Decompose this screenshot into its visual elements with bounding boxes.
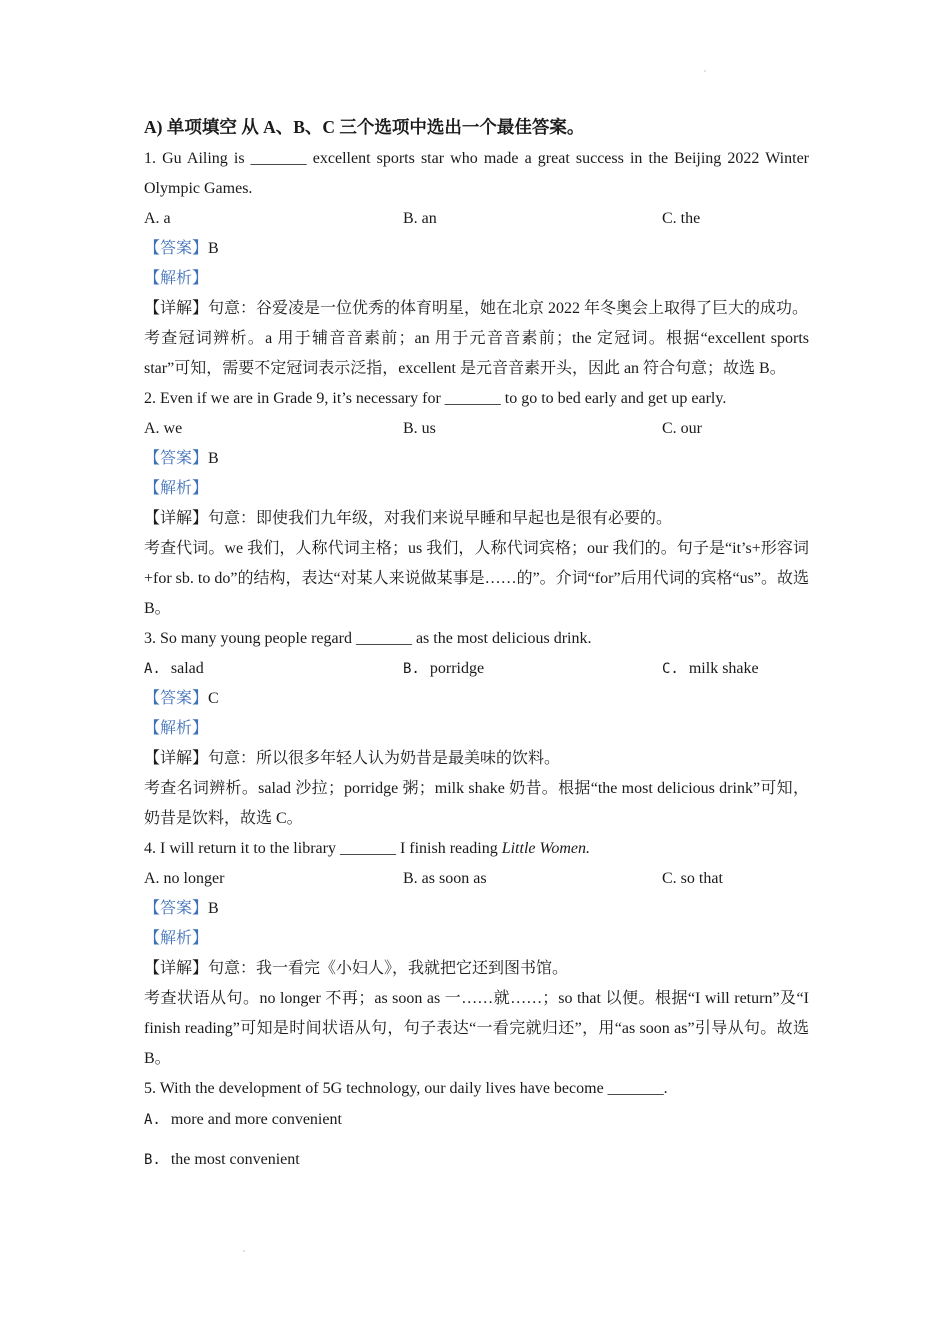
option-b: B. as soon as — [403, 870, 487, 887]
detail-label: 【详解】 — [144, 960, 209, 977]
analysis-label: 【解析】 — [144, 930, 209, 947]
exercise-content — [144, 112, 809, 1175]
detail-line — [144, 744, 809, 774]
option-letter: B. — [403, 661, 420, 677]
question-1 — [144, 144, 809, 384]
question-2 — [144, 384, 809, 624]
answer-line — [144, 894, 809, 924]
option-letter: C. — [662, 661, 679, 677]
option-a — [144, 654, 204, 684]
option-b — [144, 1145, 809, 1175]
detail-line — [144, 954, 809, 984]
option-a: A. we — [144, 420, 183, 437]
answer-value: C — [208, 690, 219, 707]
question-3 — [144, 624, 809, 834]
option-letter: A. — [144, 661, 161, 677]
option-b — [403, 654, 484, 684]
analysis-label: 【解析】 — [144, 270, 209, 287]
question-stem: 5. With the development of 5G technology, our daily lives have become _______. — [144, 1080, 668, 1097]
option-text: salad — [170, 660, 204, 677]
question-5 — [144, 1074, 809, 1175]
speck-mark — [243, 1250, 245, 1252]
option-text: milk shake — [688, 660, 759, 677]
detail-text: 句意：谷爱凌是一位优秀的体育明星，她在北京 2022 年冬奥会上取得了巨大的成功。 — [208, 300, 809, 317]
detail-label: 【详解】 — [144, 510, 209, 527]
answer-value: B — [208, 900, 219, 917]
option-text: more and more convenient — [170, 1111, 342, 1128]
answer-label: 【答案】 — [144, 690, 209, 707]
option-text: porridge — [429, 660, 485, 677]
options-row — [144, 654, 809, 684]
detail-line — [144, 294, 809, 324]
answer-label: 【答案】 — [144, 240, 209, 257]
book-title: Little Women. — [501, 840, 590, 857]
answer-line — [144, 234, 809, 264]
option-a: A. a — [144, 210, 171, 227]
option-a: A. no longer — [144, 870, 225, 887]
option-c: C. so that — [662, 870, 723, 887]
option-c: C. the — [662, 210, 701, 227]
option-text: the most convenient — [170, 1151, 300, 1168]
option-c — [662, 654, 759, 684]
question-stem — [144, 834, 809, 864]
option-b: B. us — [403, 420, 436, 437]
options-row — [144, 414, 809, 444]
explanation-text: 考查代词。we 我们，人称代词主格；us 我们，人称代词宾格；our 我们的。句子是“it’s+形容词+for sb. to do”的结构，表达“对某人来说做某事是……的”。介词“for”后用代词的宾格“us”。故选 B。 — [144, 540, 809, 617]
answer-line — [144, 684, 809, 714]
detail-line — [144, 504, 809, 534]
analysis-label: 【解析】 — [144, 720, 209, 737]
stem-text: 4. I will return it to the library _______ I finish reading — [144, 840, 502, 857]
explanation-text: 考查冠词辨析。a 用于辅音音素前；an 用于元音音素前；the 定冠词。根据“excellent sports star”可知，需要不定冠词表示泛指，excellent 是元音音素开头，因此 an 符合句意；故选 B。 — [144, 330, 809, 377]
option-letter: A. — [144, 1112, 161, 1128]
answer-value: B — [208, 450, 219, 467]
detail-text: 句意：我一看完《小妇人》，我就把它还到图书馆。 — [208, 960, 569, 977]
question-stem: 1. Gu Ailing is _______ excellent sports star who made a great success in the Beijing 2022 Winter Olympic Games. — [144, 150, 809, 197]
answer-value: B — [208, 240, 219, 257]
question-4 — [144, 834, 809, 1074]
options-row — [144, 864, 809, 894]
question-stem: 2. Even if we are in Grade 9, it’s necessary for _______ to go to bed early and get up early. — [144, 390, 727, 407]
answer-label: 【答案】 — [144, 900, 209, 917]
explanation-text: 考查名词辨析。salad 沙拉；porridge 粥；milk shake 奶昔。根据“the most delicious drink”可知，奶昔是饮料，故选 C。 — [144, 780, 809, 827]
explanation-text: 考查状语从句。no longer 不再；as soon as 一……就……；so that 以便。根据“I will return”及“I finish reading”可知是时间状语从句，句子表达“一看完就归还”，用“as soon as”引导从句。故选 B。 — [144, 990, 809, 1067]
detail-label: 【详解】 — [144, 750, 209, 767]
option-a — [144, 1105, 809, 1135]
question-stem: 3. So many young people regard _______ as the most delicious drink. — [144, 630, 592, 647]
analysis-label: 【解析】 — [144, 480, 209, 497]
option-c: C. our — [662, 420, 702, 437]
section-heading: A) 单项填空 从 A、B、C 三个选项中选出一个最佳答案。 — [144, 117, 585, 137]
answer-line — [144, 444, 809, 474]
detail-text: 句意：即使我们九年级，对我们来说早睡和早起也是很有必要的。 — [208, 510, 673, 527]
detail-text: 句意：所以很多年轻人认为奶昔是最美味的饮料。 — [208, 750, 561, 767]
answer-label: 【答案】 — [144, 450, 209, 467]
option-letter: B. — [144, 1152, 161, 1168]
option-b: B. an — [403, 210, 437, 227]
detail-label: 【详解】 — [144, 300, 209, 317]
speck-mark — [704, 70, 706, 72]
options-row — [144, 204, 809, 234]
